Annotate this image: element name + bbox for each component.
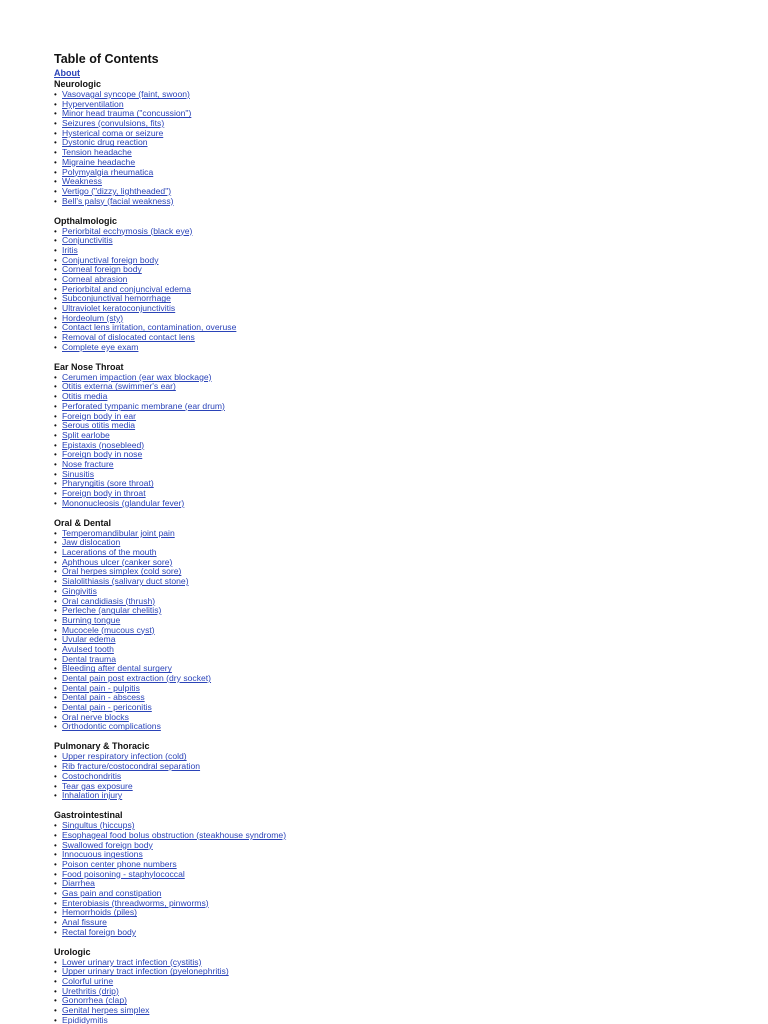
section-heading: Pulmonary & Thoracic: [54, 741, 150, 752]
bullet-icon: •: [54, 304, 57, 314]
bullet-icon: •: [54, 986, 57, 996]
topic-link[interactable]: Dental pain - periconitis: [62, 702, 152, 713]
list-item: [54, 967, 754, 977]
topic-link[interactable]: Conjunctival foreign body: [62, 254, 159, 265]
section-heading: Urologic: [54, 946, 91, 957]
topic-link[interactable]: Otitis externa (swimmer's ear): [62, 381, 176, 392]
list-item: [54, 918, 754, 928]
bullet-icon: •: [54, 722, 57, 732]
list-item: [54, 635, 754, 645]
section-gastrointestinal: [54, 810, 754, 937]
topic-link[interactable]: Hemorrhoids (piles): [62, 907, 137, 918]
bullet-icon: •: [54, 664, 57, 674]
bullet-icon: •: [54, 342, 57, 352]
list-item: [54, 577, 754, 587]
section-urologic: [54, 947, 754, 1024]
topic-link[interactable]: Urethritis (drip): [62, 985, 119, 996]
page-title: Table of Contents: [54, 52, 159, 66]
topic-link[interactable]: Dental trauma: [62, 653, 116, 664]
bullet-icon: •: [54, 489, 57, 499]
bullet-icon: •: [54, 840, 57, 850]
bullet-icon: •: [54, 596, 57, 606]
topic-link[interactable]: Anal fissure: [62, 917, 107, 928]
topic-link[interactable]: Aphthous ulcer (canker sore): [62, 556, 173, 567]
topic-link[interactable]: Enterobiasis (threadworms, pinworms): [62, 897, 209, 908]
topic-link[interactable]: Hyperventilation: [62, 98, 124, 109]
section-oral-dental: [54, 518, 754, 732]
list-item: [54, 772, 754, 782]
topic-link[interactable]: Dental pain post extraction (dry socket): [62, 673, 212, 684]
bullet-icon: •: [54, 323, 57, 333]
topic-link[interactable]: Vertigo ("dizzy, lightheaded"): [62, 185, 172, 196]
topic-link[interactable]: Rib fracture/costocondral separation: [62, 761, 201, 772]
bullet-icon: •: [54, 167, 57, 177]
bullet-icon: •: [54, 294, 57, 304]
bullet-icon: •: [54, 469, 57, 479]
topic-link[interactable]: Genital herpes simplex: [62, 1005, 150, 1016]
topic-link[interactable]: Migraine headache: [62, 156, 136, 167]
topic-link[interactable]: Gingivitis: [62, 585, 97, 596]
topic-link[interactable]: Bleeding after dental surgery: [62, 663, 172, 674]
bullet-icon: •: [54, 128, 57, 138]
bullet-icon: •: [54, 703, 57, 713]
list-item: [54, 479, 754, 489]
topic-link[interactable]: Upper respiratory infection (cold): [62, 751, 187, 762]
bullet-icon: •: [54, 333, 57, 343]
bullet-icon: •: [54, 898, 57, 908]
bullet-icon: •: [54, 586, 57, 596]
bullet-icon: •: [54, 548, 57, 558]
section-neurologic: [54, 79, 754, 206]
topic-link[interactable]: Polymyalgia rheumatica: [62, 166, 154, 177]
topic-link[interactable]: Sialolithiasis (salivary duct stone): [62, 576, 189, 587]
list-item: [54, 431, 754, 441]
topic-link[interactable]: Corneal foreign body: [62, 264, 142, 275]
list-item: [54, 412, 754, 422]
list-item: [54, 529, 754, 539]
topic-link[interactable]: Corneal abrasion: [62, 273, 128, 284]
topic-link[interactable]: Split earlobe: [62, 429, 110, 440]
topic-link[interactable]: Lower urinary tract infection (cystitis): [62, 956, 202, 967]
topic-list: [54, 90, 754, 206]
bullet-icon: •: [54, 430, 57, 440]
list-item: [54, 158, 754, 168]
list-item: [54, 460, 754, 470]
bullet-icon: •: [54, 567, 57, 577]
bullet-icon: •: [54, 440, 57, 450]
topic-link[interactable]: Oral herpes simplex (cold sore): [62, 566, 182, 577]
list-item: [54, 722, 754, 732]
topic-link[interactable]: Poison center phone numbers: [62, 858, 177, 869]
bullet-icon: •: [54, 245, 57, 255]
list-item: [54, 870, 754, 880]
topic-list: [54, 373, 754, 509]
topic-link[interactable]: Upper urinary tract infection (pyelonephritis): [62, 966, 229, 977]
topic-link[interactable]: Uvular edema: [62, 634, 116, 645]
list-item: [54, 693, 754, 703]
topic-link[interactable]: Rectal foreign body: [62, 926, 137, 937]
list-item: [54, 606, 754, 616]
topic-link[interactable]: Lacerations of the mouth: [62, 547, 157, 558]
topic-link[interactable]: Innocuous ingestions: [62, 849, 143, 860]
bullet-icon: •: [54, 967, 57, 977]
sections-container: [54, 79, 754, 1024]
topic-link[interactable]: Perforated tympanic membrane (ear drum): [62, 400, 225, 411]
list-item: [54, 928, 754, 938]
bullet-icon: •: [54, 654, 57, 664]
topic-link[interactable]: Conjunctivitis: [62, 235, 113, 246]
topic-link[interactable]: Ultraviolet keratoconjunctivitis: [62, 303, 176, 314]
topic-link[interactable]: Oral nerve blocks: [62, 711, 129, 722]
topic-list: [54, 821, 754, 937]
list-item: [54, 197, 754, 207]
bullet-icon: •: [54, 908, 57, 918]
bullet-icon: •: [54, 528, 57, 538]
bullet-icon: •: [54, 762, 57, 772]
list-item: [54, 674, 754, 684]
topic-link[interactable]: Gonorrhea (clap): [62, 995, 127, 1006]
bullet-icon: •: [54, 879, 57, 889]
topic-link[interactable]: Dental pain - abscess: [62, 692, 145, 703]
bullet-icon: •: [54, 918, 57, 928]
topic-link[interactable]: Pharyngitis (sore throat): [62, 478, 154, 489]
list-item: [54, 227, 754, 237]
list-item: [54, 450, 754, 460]
bullet-icon: •: [54, 850, 57, 860]
topic-list: [54, 752, 754, 800]
list-item: [54, 791, 754, 801]
list-item: [54, 441, 754, 451]
topic-link[interactable]: Removal of dislocated contact lens: [62, 332, 195, 343]
bullet-icon: •: [54, 606, 57, 616]
topic-link[interactable]: Colorful urine: [62, 976, 114, 987]
topic-link[interactable]: Jaw dislocation: [62, 537, 121, 548]
list-item: [54, 616, 754, 626]
topic-link[interactable]: Mucocele (mucous cyst): [62, 624, 155, 635]
topic-link[interactable]: Foreign body in ear: [62, 410, 137, 421]
bullet-icon: •: [54, 401, 57, 411]
list-item: [54, 841, 754, 851]
topic-link[interactable]: Perleche (angular chelitis): [62, 605, 162, 616]
section-heading: Neurologic: [54, 79, 102, 89]
topic-link[interactable]: Burning tongue: [62, 614, 121, 625]
bullet-icon: •: [54, 196, 57, 206]
bullet-icon: •: [54, 90, 57, 99]
list-item: [54, 90, 754, 100]
section-heading: Opthalmologic: [54, 215, 117, 226]
bullet-icon: •: [54, 752, 57, 762]
bullet-icon: •: [54, 957, 57, 967]
topic-link[interactable]: Periorbital ecchymosis (black eye): [62, 225, 193, 236]
bullet-icon: •: [54, 1006, 57, 1016]
topic-link[interactable]: Foreign body in throat: [62, 488, 146, 499]
list-item: [54, 256, 754, 266]
topic-link[interactable]: Epididymitis: [62, 1014, 108, 1024]
list-item: [54, 333, 754, 343]
bullet-icon: •: [54, 236, 57, 246]
topic-link[interactable]: Foreign body in nose: [62, 449, 143, 460]
topic-link[interactable]: Otitis media: [62, 391, 108, 402]
section-heading: Oral & Dental: [54, 517, 112, 528]
topic-link[interactable]: Mononucleosis (glandular fever): [62, 497, 185, 508]
bullet-icon: •: [54, 157, 57, 167]
topic-link[interactable]: Avulsed tooth: [62, 643, 114, 654]
bullet-icon: •: [54, 109, 57, 119]
bullet-icon: •: [54, 625, 57, 635]
topic-link[interactable]: Tension headache: [62, 147, 132, 158]
topic-link[interactable]: Singultus (hiccups): [62, 820, 135, 831]
list-item: [54, 246, 754, 256]
topic-link[interactable]: Complete eye exam: [62, 341, 139, 352]
list-item: [54, 645, 754, 655]
bullet-icon: •: [54, 392, 57, 402]
bullet-icon: •: [54, 255, 57, 265]
topic-link[interactable]: Inhalation injury: [62, 790, 123, 801]
bullet-icon: •: [54, 869, 57, 879]
topic-link[interactable]: Sinusitis: [62, 468, 94, 479]
list-item: [54, 499, 754, 509]
bullet-icon: •: [54, 674, 57, 684]
topic-link[interactable]: Cerumen impaction (ear wax blockage): [62, 371, 212, 382]
bullet-icon: •: [54, 265, 57, 275]
topic-link[interactable]: Iritis: [62, 244, 78, 255]
bullet-icon: •: [54, 498, 57, 508]
bullet-icon: •: [54, 177, 57, 187]
bullet-icon: •: [54, 274, 57, 284]
bullet-icon: •: [54, 821, 57, 831]
list-item: [54, 762, 754, 772]
topic-link[interactable]: Vasovagal syncope (faint, swoon): [62, 89, 190, 99]
topic-link[interactable]: Epistaxis (nosebleed): [62, 439, 145, 450]
bullet-icon: •: [54, 479, 57, 489]
bullet-icon: •: [54, 226, 57, 236]
list-item: [54, 402, 754, 412]
bullet-icon: •: [54, 615, 57, 625]
section-opthalmologic: [54, 216, 754, 353]
bullet-icon: •: [54, 830, 57, 840]
topic-link[interactable]: Dental pain - pulpitis: [62, 682, 140, 693]
bullet-icon: •: [54, 148, 57, 158]
bullet-icon: •: [54, 411, 57, 421]
list-item: [54, 148, 754, 158]
list-item: [54, 587, 754, 597]
topic-link[interactable]: Weakness: [62, 176, 102, 187]
bullet-icon: •: [54, 450, 57, 460]
topic-link[interactable]: Hysterical coma or seizure: [62, 127, 164, 138]
list-item: [54, 908, 754, 918]
topic-link[interactable]: Diarrhea: [62, 878, 95, 889]
bullet-icon: •: [54, 693, 57, 703]
list-item: [54, 304, 754, 314]
section-heading: Gastrointestinal: [54, 810, 123, 821]
bullet-icon: •: [54, 538, 57, 548]
topic-link[interactable]: Esophageal food bolus obstruction (steakhouse syndrome): [62, 829, 287, 840]
section-pulmonary-thoracic: [54, 741, 754, 800]
topic-list: [54, 227, 754, 353]
topic-link[interactable]: Contact lens irritation, contamination, overuse: [62, 322, 237, 333]
bullet-icon: •: [54, 421, 57, 431]
list-item: [54, 138, 754, 148]
list-item: [54, 987, 754, 997]
bullet-icon: •: [54, 284, 57, 294]
bullet-icon: •: [54, 186, 57, 196]
bullet-icon: •: [54, 557, 57, 567]
bullet-icon: •: [54, 382, 57, 392]
topic-link[interactable]: Gas pain and constipation: [62, 887, 162, 898]
list-item: [54, 977, 754, 987]
list-item: [54, 684, 754, 694]
list-item: [54, 899, 754, 909]
topic-link[interactable]: Costochondritis: [62, 770, 122, 781]
bullet-icon: •: [54, 372, 57, 382]
list-item: [54, 626, 754, 636]
list-item: [54, 129, 754, 139]
list-item: [54, 538, 754, 548]
topic-link[interactable]: Food poisoning - staphylococcal: [62, 868, 185, 879]
topic-link[interactable]: Hordeolum (sty): [62, 312, 124, 323]
list-item: [54, 1006, 754, 1016]
topic-link[interactable]: Orthodontic complications: [62, 721, 161, 732]
bullet-icon: •: [54, 459, 57, 469]
bullet-icon: •: [54, 138, 57, 148]
section-ear-nose-throat: [54, 362, 754, 509]
topic-link[interactable]: Serous otitis media: [62, 420, 136, 431]
bullet-icon: •: [54, 119, 57, 129]
list-item: [54, 168, 754, 178]
bullet-icon: •: [54, 977, 57, 987]
bullet-icon: •: [54, 712, 57, 722]
topic-link[interactable]: Swallowed foreign body: [62, 839, 153, 850]
topic-link[interactable]: Oral candidiasis (thrush): [62, 595, 156, 606]
bullet-icon: •: [54, 771, 57, 781]
topic-list: [54, 529, 754, 732]
section-heading: Ear Nose Throat: [54, 361, 124, 372]
bullet-icon: •: [54, 888, 57, 898]
list-item: [54, 343, 754, 353]
topic-link[interactable]: Nose fracture: [62, 458, 114, 469]
list-item: [54, 470, 754, 480]
topic-link[interactable]: Temperomandibular joint pain: [62, 527, 175, 538]
topic-link[interactable]: Periorbital and conjuncival edema: [62, 283, 191, 294]
topic-link[interactable]: Seizures (convulsions, fits): [62, 118, 165, 129]
bullet-icon: •: [54, 313, 57, 323]
topic-list: [54, 958, 754, 1024]
list-item: [54, 782, 754, 792]
list-item: [54, 1016, 754, 1024]
list-item: [54, 996, 754, 1006]
list-item: [54, 265, 754, 275]
topic-link[interactable]: Bell's palsy (facial weakness): [62, 195, 174, 206]
bullet-icon: •: [54, 859, 57, 869]
bullet-icon: •: [54, 781, 57, 791]
list-item: [54, 421, 754, 431]
bullet-icon: •: [54, 635, 57, 645]
topic-link[interactable]: Subconjunctival hemorrhage: [62, 293, 171, 304]
topic-link[interactable]: Minor head trauma ("concussion"): [62, 108, 192, 119]
about-link[interactable]: About: [54, 68, 80, 78]
topic-link[interactable]: Dystonic drug reaction: [62, 137, 148, 148]
list-item: [54, 382, 754, 392]
list-item: [54, 831, 754, 841]
bullet-icon: •: [54, 996, 57, 1006]
bullet-icon: •: [54, 1015, 57, 1024]
bullet-icon: •: [54, 644, 57, 654]
table-of-contents: [54, 52, 754, 1024]
bullet-icon: •: [54, 791, 57, 801]
bullet-icon: •: [54, 927, 57, 937]
bullet-icon: •: [54, 683, 57, 693]
topic-link[interactable]: Tear gas exposure: [62, 780, 133, 791]
bullet-icon: •: [54, 99, 57, 109]
list-item: [54, 703, 754, 713]
list-item: [54, 236, 754, 246]
bullet-icon: •: [54, 577, 57, 587]
